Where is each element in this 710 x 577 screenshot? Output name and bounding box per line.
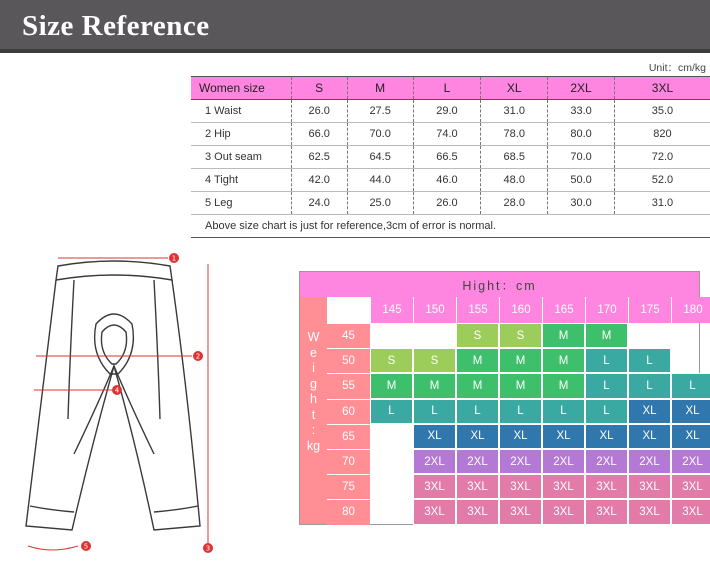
size-table	[191, 76, 710, 238]
table-row	[191, 169, 710, 192]
size-cell: L	[456, 399, 499, 424]
table-cell: 64.5	[347, 146, 413, 169]
inner-leg-line	[68, 280, 74, 419]
size-cell: L	[499, 399, 542, 424]
weight-axis-char: g	[310, 376, 317, 391]
table-cell: 27.5	[347, 100, 413, 123]
table-row	[191, 146, 710, 169]
size-cell: 2XL	[542, 449, 585, 474]
table-cell: 31.0	[614, 192, 710, 215]
marker-4: 4	[114, 386, 120, 395]
height-header-cell: 170	[585, 297, 628, 323]
table-cell: 29.0	[413, 100, 481, 123]
row-label: 3 Out seam	[191, 146, 291, 169]
height-header-cell: 145	[370, 297, 413, 323]
header-underline	[0, 49, 710, 53]
size-cell: 3XL	[499, 474, 542, 499]
page-title: Size Reference	[22, 10, 210, 42]
cuff-line	[30, 506, 74, 512]
size-cell: S	[499, 323, 542, 348]
weight-row-label: 80	[327, 499, 370, 524]
size-cell: M	[456, 373, 499, 398]
size-cell: XL	[456, 424, 499, 449]
header-cell: Women size	[191, 77, 291, 100]
height-header-cell: 155	[456, 297, 499, 323]
table-cell: 74.0	[413, 123, 481, 146]
size-cell: 3XL	[413, 474, 456, 499]
size-cell: 3XL	[456, 474, 499, 499]
size-cell: M	[585, 323, 628, 348]
header-cell: 2XL	[548, 77, 615, 100]
table-cell: 25.0	[347, 192, 413, 215]
header-bar	[0, 0, 710, 53]
header-cell: XL	[481, 77, 548, 100]
waistband-outline	[56, 261, 172, 280]
size-cell: L	[542, 399, 585, 424]
size-cell: 3XL	[628, 474, 671, 499]
size-cell: M	[542, 373, 585, 398]
height-header-cell: 160	[499, 297, 542, 323]
pants-measurement-diagram	[14, 244, 229, 564]
size-cell: L	[585, 399, 628, 424]
size-cell: M	[499, 348, 542, 373]
marker-2: 2	[195, 352, 201, 361]
row-label: 2 Hip	[191, 123, 291, 146]
marker-5: 5	[83, 542, 89, 551]
size-cell: M	[413, 373, 456, 398]
weight-axis-char: t	[311, 407, 316, 422]
table-cell: 62.5	[291, 146, 347, 169]
size-cell: 2XL	[671, 449, 710, 474]
size-cell: XL	[628, 399, 671, 424]
marker-1: 1	[171, 254, 177, 263]
weight-axis-char: :	[311, 423, 316, 437]
height-header-cell: 165	[542, 297, 585, 323]
table-cell: 42.0	[291, 169, 347, 192]
size-cell: 3XL	[585, 474, 628, 499]
header-cell: M	[347, 77, 413, 100]
size-cell: L	[628, 348, 671, 373]
row-label: 5 Leg	[191, 192, 291, 215]
size-cell: S	[413, 348, 456, 373]
weight-row-label: 45	[327, 323, 370, 348]
size-cell: 3XL	[671, 499, 710, 524]
height-header-cell: 150	[413, 297, 456, 323]
size-cell: XL	[542, 424, 585, 449]
size-cell: S	[456, 323, 499, 348]
size-cell: 3XL	[585, 499, 628, 524]
table-note-row	[191, 215, 710, 238]
table-cell: 80.0	[548, 123, 615, 146]
size-cell: XL	[628, 424, 671, 449]
header-cell: L	[413, 77, 481, 100]
size-cell: 3XL	[628, 499, 671, 524]
table-cell: 26.0	[291, 100, 347, 123]
size-cell: M	[542, 348, 585, 373]
weight-axis-char: i	[312, 361, 315, 375]
size-cell: M	[370, 373, 413, 398]
table-cell: 66.5	[413, 146, 481, 169]
height-title: Hight：cm	[300, 272, 699, 297]
row-label: 4 Tight	[191, 169, 291, 192]
weight-row-label: 65	[327, 424, 370, 449]
weight-axis-label	[300, 297, 327, 524]
height-weight-chart	[299, 271, 703, 525]
size-cell: 3XL	[413, 499, 456, 524]
size-cell: L	[585, 348, 628, 373]
unit-label: Unit：cm/kg	[648, 62, 706, 74]
table-cell: 24.0	[291, 192, 347, 215]
size-cell: M	[499, 373, 542, 398]
table-cell: 26.0	[413, 192, 481, 215]
weight-row-label: 50	[327, 348, 370, 373]
table-cell: 78.0	[481, 123, 548, 146]
corner-cell	[327, 297, 370, 323]
header-cell: 3XL	[614, 77, 710, 100]
size-cell: M	[456, 348, 499, 373]
size-cell: L	[585, 373, 628, 398]
table-cell: 31.0	[481, 100, 548, 123]
size-cell: XL	[585, 424, 628, 449]
size-cell: XL	[413, 424, 456, 449]
row-label: 1 Waist	[191, 100, 291, 123]
height-header-cell: 180	[671, 297, 710, 323]
size-cell: M	[542, 323, 585, 348]
size-cell: 2XL	[585, 449, 628, 474]
size-table-header	[191, 77, 710, 100]
weight-row-label: 75	[327, 474, 370, 499]
table-cell: 52.0	[614, 169, 710, 192]
size-cell: L	[628, 373, 671, 398]
height-header-cell: 175	[628, 297, 671, 323]
size-cell: 2XL	[413, 449, 456, 474]
size-cell: 2XL	[499, 449, 542, 474]
size-cell: 3XL	[671, 474, 710, 499]
table-cell: 30.0	[548, 192, 615, 215]
table-row	[191, 100, 710, 123]
weight-axis-char: e	[310, 345, 317, 360]
table-cell: 28.0	[481, 192, 548, 215]
table-row	[191, 123, 710, 146]
table-cell: 70.0	[548, 146, 615, 169]
size-cell: XL	[671, 424, 710, 449]
table-cell: 72.0	[614, 146, 710, 169]
size-cell: S	[370, 348, 413, 373]
size-cell: 3XL	[499, 499, 542, 524]
table-cell: 70.0	[347, 123, 413, 146]
size-cell: 3XL	[542, 474, 585, 499]
cuff-line	[154, 506, 198, 512]
table-cell: 48.0	[481, 169, 548, 192]
table-cell: 33.0	[548, 100, 615, 123]
table-cell: 46.0	[413, 169, 481, 192]
size-cell: 2XL	[628, 449, 671, 474]
header-cell: S	[291, 77, 347, 100]
size-cell: XL	[499, 424, 542, 449]
weight-axis-char: kg	[306, 438, 321, 453]
size-cell: L	[370, 399, 413, 424]
size-cell: 3XL	[542, 499, 585, 524]
marker-3: 3	[205, 544, 211, 553]
table-cell: 66.0	[291, 123, 347, 146]
weight-axis-char: h	[310, 392, 317, 406]
table-cell: 35.0	[614, 100, 710, 123]
size-cell: L	[671, 373, 710, 398]
table-cell: 820	[614, 123, 710, 146]
table-cell: 50.0	[548, 169, 615, 192]
table-cell: 68.5	[481, 146, 548, 169]
size-cell: L	[413, 399, 456, 424]
weight-axis-char: W	[307, 330, 320, 344]
size-cell: 3XL	[456, 499, 499, 524]
inner-leg-line	[154, 280, 160, 419]
size-note: Above size chart is just for reference,3cm of error is normal.	[191, 215, 710, 238]
weight-row-label: 60	[327, 399, 370, 424]
weight-row-label: 55	[327, 373, 370, 398]
weight-row-label: 70	[327, 449, 370, 474]
table-cell: 44.0	[347, 169, 413, 192]
pants-outline	[26, 280, 200, 530]
size-cell: XL	[671, 399, 710, 424]
table-row	[191, 192, 710, 215]
pad-inner	[101, 325, 126, 364]
size-cell: 2XL	[456, 449, 499, 474]
